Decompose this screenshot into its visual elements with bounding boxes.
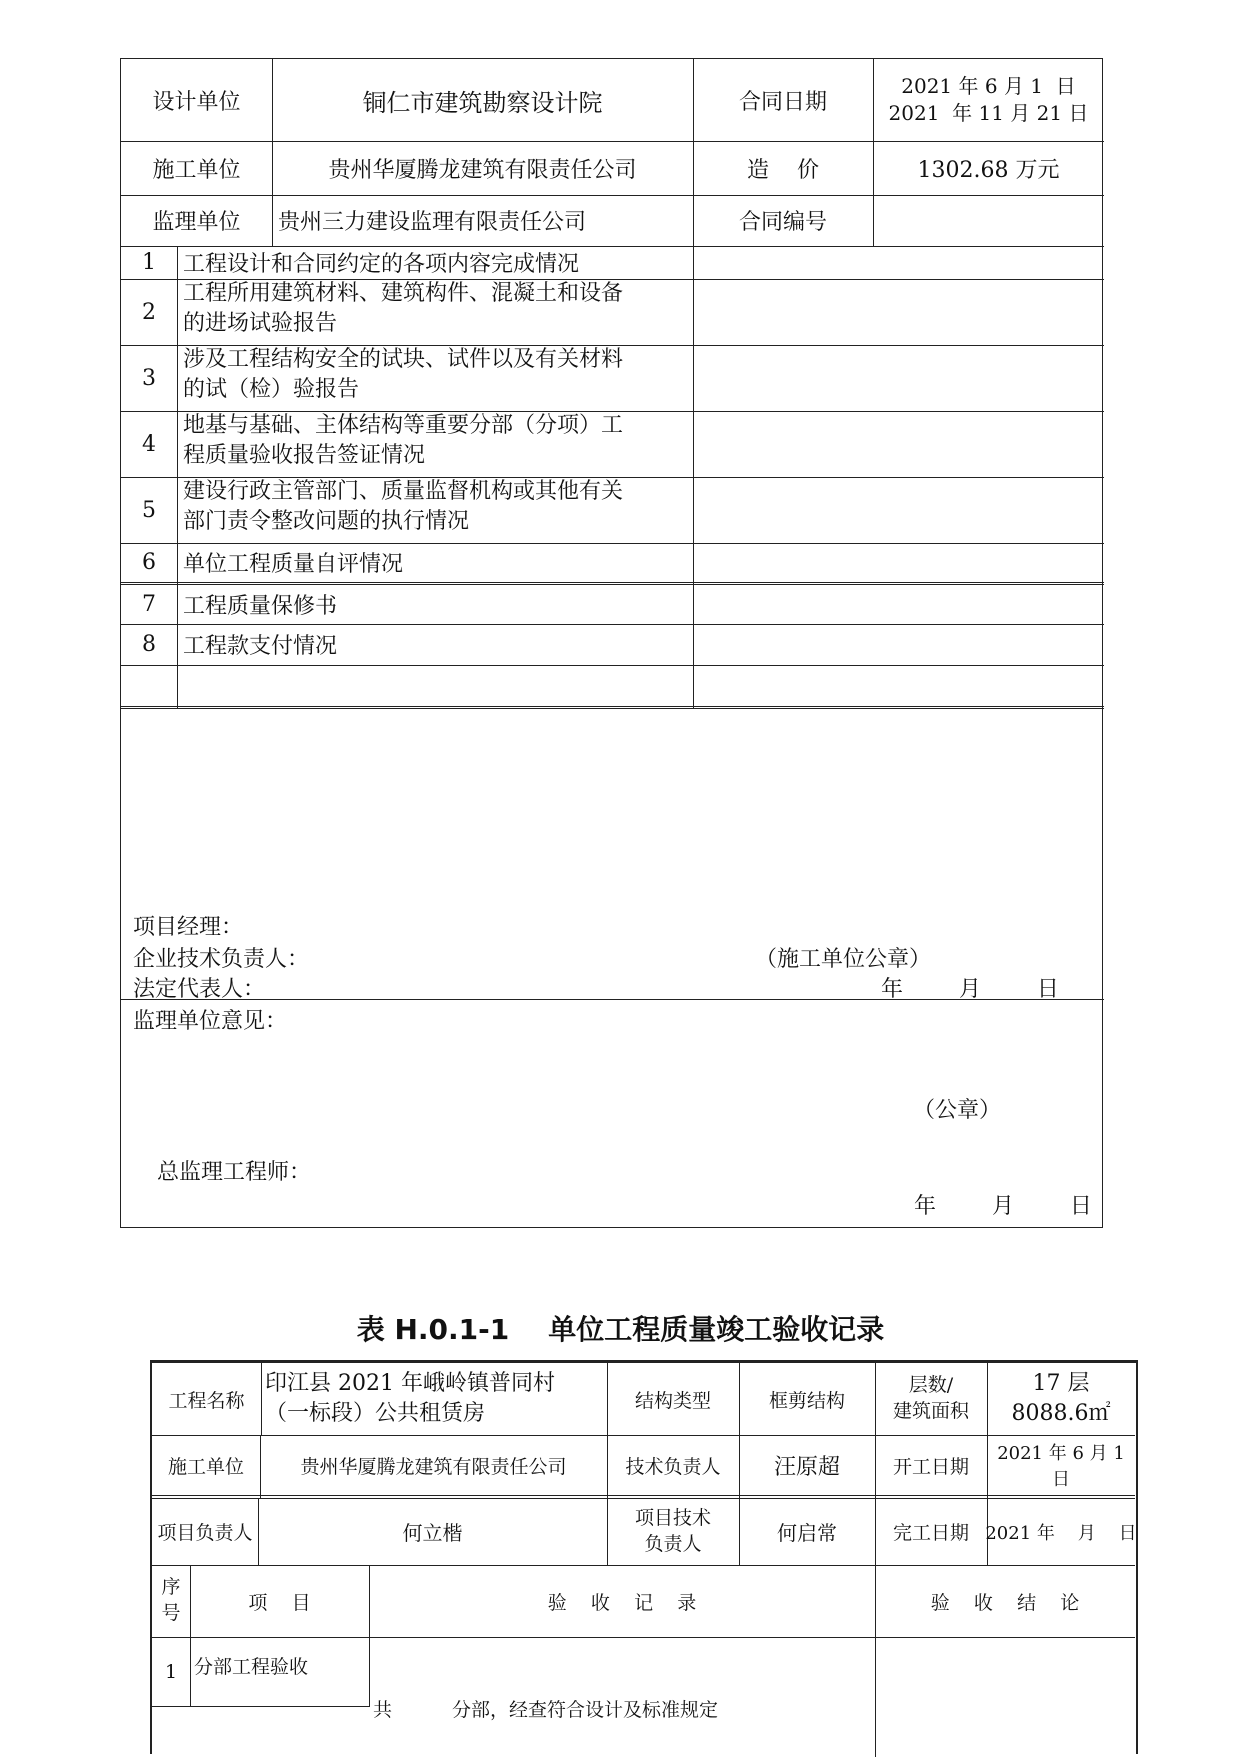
floors-area-label	[875, 1363, 987, 1435]
col-no-header	[152, 1565, 190, 1637]
supervision-unit-value: 贵州三力建设监理有限责任公司	[278, 210, 587, 235]
finish-date-label: 完工日期	[892, 1522, 969, 1544]
item-no: 6	[142, 550, 156, 575]
supervision-seal: （公章）	[913, 1098, 1002, 1123]
col-record-header: 验 收 记 录	[547, 1591, 697, 1614]
supervision-unit-label: 监理单位	[152, 210, 241, 235]
construction-unit-value: 贵州华厦腾龙建筑有限责任公司	[328, 157, 637, 183]
contract-date-label: 合同日期	[738, 89, 827, 115]
structure-type-label: 结构类型	[634, 1389, 711, 1412]
acceptance-record-table	[150, 1360, 1138, 1754]
item-text-line: 的试（检）验报告	[183, 376, 360, 402]
project-name-line: 印江县 2021 年峨岭镇普同村	[265, 1371, 555, 1397]
item-text	[177, 411, 693, 477]
item-text	[177, 345, 693, 411]
col-no-header-line: 号	[161, 1602, 181, 1624]
tech-lead-value: 汪原超	[773, 1454, 840, 1480]
floors-area-value	[987, 1363, 1135, 1435]
item-no: 7	[142, 591, 156, 617]
cost-value: 1302.68 万元	[917, 157, 1060, 183]
design-unit-label: 设计单位	[152, 89, 241, 115]
project-tech-lead-label-line: 项目技术	[634, 1506, 711, 1529]
area-label: 建筑面积	[892, 1400, 969, 1422]
finish-date-value: 2021 年 月 日	[985, 1522, 1137, 1544]
item-text-line: 程质量验收报告签证情况	[183, 442, 426, 468]
row-record-count-prefix: 共	[373, 1699, 393, 1721]
project-name-label: 工程名称	[168, 1389, 245, 1412]
form-title: 表 H.0.1-1 单位工程质量竣工验收记录	[356, 1313, 885, 1346]
item-no: 8	[142, 632, 156, 657]
project-name-line: （一标段）公共租赁房	[265, 1401, 486, 1426]
floors-label: 层数/	[908, 1374, 954, 1397]
item-no: 3	[142, 365, 156, 391]
structure-type-value: 框剪结构	[768, 1389, 845, 1412]
start-date-value: 2021 年 6 月 1 日	[997, 1443, 1125, 1490]
item-text: 工程设计和合同约定的各项内容完成情况	[183, 252, 580, 277]
item-text-line: 建设行政主管部门、质量监督机构或其他有关	[183, 479, 624, 504]
item-text: 工程款支付情况	[183, 634, 338, 659]
contract-no-label: 合同编号	[738, 210, 827, 235]
item-text-line: 工程所用建筑材料、建筑构件、混凝土和设备	[183, 281, 624, 306]
col-no-header-line: 序	[161, 1576, 181, 1599]
construction-unit-label: 施工单位	[152, 157, 241, 183]
item-no: 1	[142, 250, 156, 275]
supervision-date: 年 月 日	[914, 1194, 1092, 1219]
contract-date-value	[873, 59, 1104, 141]
project-tech-lead-value: 何启常	[777, 1521, 837, 1545]
project-leader-value: 何立楷	[402, 1521, 463, 1545]
design-unit-value: 铜仁市建筑勘察设计院	[362, 88, 603, 117]
row-record-text: 分部，经查符合设计及标准规定	[452, 1699, 719, 1721]
cost-label: 造 价	[747, 157, 819, 183]
row-no: 1	[164, 1660, 178, 1683]
item-text: 工程质量保修书	[183, 593, 338, 619]
item-text-line: 部门责令整改问题的执行情况	[183, 508, 470, 534]
chief-engineer-label: 总监理工程师：	[157, 1160, 312, 1185]
row-item: 分部工程验收	[194, 1655, 309, 1678]
item-no: 2	[142, 299, 156, 325]
start-date-label: 开工日期	[892, 1455, 969, 1478]
legal-rep-label: 法定代表人：	[133, 977, 266, 1002]
construction-unit-value: 贵州华厦腾龙建筑有限责任公司	[300, 1455, 567, 1478]
completion-report-table	[120, 58, 1103, 1228]
item-no: 4	[142, 431, 156, 457]
item-text-line: 地基与基础、主体结构等重要分部（分项）工	[183, 413, 624, 438]
contract-no-value	[873, 195, 1104, 246]
project-tech-lead-label	[607, 1498, 739, 1565]
supervision-opinion-label: 监理单位意见：	[133, 1009, 288, 1034]
col-item-header: 项 目	[248, 1591, 311, 1614]
project-leader-label: 项目负责人	[157, 1522, 253, 1544]
item-no: 5	[142, 497, 156, 523]
tech-lead-label: 企业技术负责人：	[133, 947, 310, 972]
area-value: 8088.6㎡	[1011, 1401, 1111, 1426]
project-name-value	[261, 1363, 607, 1435]
floors-value: 17 层	[1032, 1371, 1090, 1397]
item-text: 单位工程质量自评情况	[183, 552, 404, 577]
col-conclusion-header: 验 收 结 论	[930, 1591, 1080, 1614]
contract-date-end: 2021 年 11 月 21 日	[888, 101, 1089, 125]
contract-date-start: 2021 年 6 月 1 日	[901, 74, 1076, 98]
project-tech-lead-label-line: 负责人	[644, 1532, 702, 1555]
item-text	[177, 477, 693, 543]
construction-seal: （施工单位公章）	[755, 947, 932, 972]
signature-date: 年 月 日	[881, 977, 1059, 1002]
item-text	[177, 279, 693, 345]
item-text-line: 涉及工程结构安全的试块、试件以及有关材料	[183, 347, 624, 372]
project-manager-label: 项目经理：	[133, 915, 244, 940]
tech-lead-label: 技术负责人	[625, 1455, 721, 1478]
construction-unit-label: 施工单位	[167, 1455, 244, 1478]
item-text-line: 的进场试验报告	[183, 310, 338, 336]
